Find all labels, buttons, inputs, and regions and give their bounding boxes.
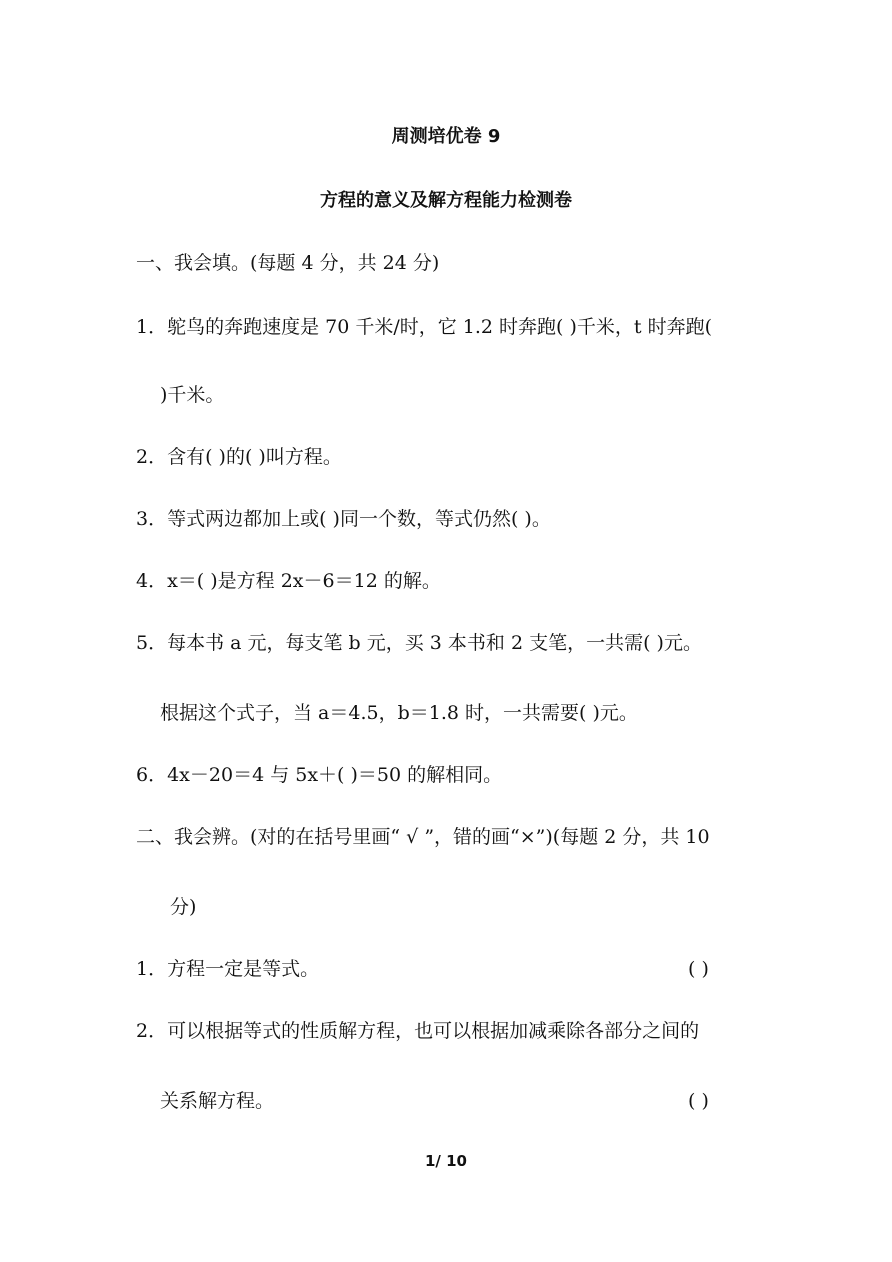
question-1-2: 2．含有( )的( )叫方程。 (136, 446, 342, 468)
question-1-1-line2: )千米。 (160, 384, 225, 406)
question-2-1: 1．方程一定是等式。 (136, 958, 320, 980)
question-2-2-line2: 关系解方程。 (160, 1090, 275, 1112)
question-1-5-line2: 根据这个式子，当 a＝4.5，b＝1.8 时，一共需要( )元。 (160, 702, 638, 724)
section2-heading-line1: 二、我会辨。(对的在括号里画“ √ ”，错的画“×”)(每题 2 分，共 10 (136, 826, 710, 848)
page-title: 周测培优卷 9 (391, 126, 501, 147)
page-subtitle: 方程的意义及解方程能力检测卷 (320, 190, 572, 211)
question-1-5-line1: 5．每本书 a 元，每支笔 b 元，买 3 本书和 2 支笔，一共需( )元。 (136, 632, 702, 654)
question-1-4: 4．x＝( )是方程 2x－6＝12 的解。 (136, 570, 441, 592)
section1-heading: 一、我会填。(每题 4 分，共 24 分) (136, 252, 440, 274)
answer-paren-2-2: ( ) (688, 1090, 709, 1112)
question-1-3: 3．等式两边都加上或( )同一个数，等式仍然( )。 (136, 508, 551, 530)
question-1-1-line1: 1．鸵鸟的奔跑速度是 70 千米/时，它 1.2 时奔跑( )千米，t 时奔跑( (136, 316, 712, 338)
answer-paren-2-1: ( ) (688, 958, 709, 980)
page-number: 1/ 10 (424, 1152, 467, 1170)
section2-heading-line2: 分) (170, 896, 197, 918)
question-1-6: 6．4x－20＝4 与 5x＋( )＝50 的解相同。 (136, 764, 503, 786)
question-2-2-line1: 2．可以根据等式的性质解方程，也可以根据加减乘除各部分之间的 (136, 1020, 700, 1042)
